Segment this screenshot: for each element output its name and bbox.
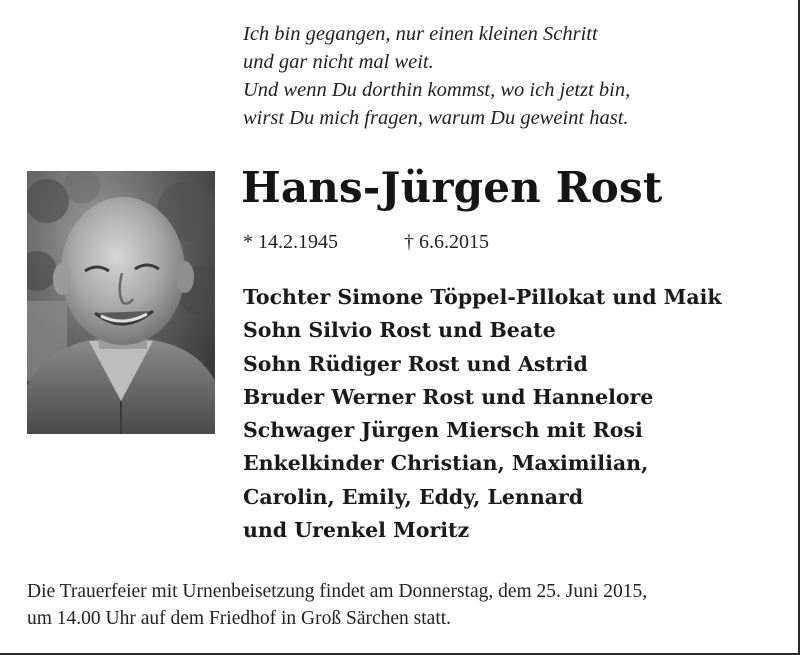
mourners-list <box>243 281 722 547</box>
mourner-line: Sohn Silvio Rost und Beate <box>243 318 556 343</box>
life-dates <box>243 229 489 255</box>
deceased-name: Hans-Jürgen Rost <box>241 163 663 212</box>
mourner-line: Schwager Jürgen Miersch mit Rosi <box>243 418 643 443</box>
birth-date: * 14.2.1945 <box>243 231 338 253</box>
memorial-poem <box>243 20 783 132</box>
notice-line: Die Trauerfeier mit Urnenbeisetzung findet am Donnerstag, dem 25. Juni 2015, <box>27 581 648 602</box>
mourner-line: Carolin, Emily, Eddy, Lennard <box>243 484 584 509</box>
mourner-line: Enkelkinder Christian, Maximilian, <box>243 451 649 476</box>
portrait-photo <box>27 171 215 434</box>
poem-line: wirst Du mich fragen, warum Du geweint hast. <box>243 107 629 129</box>
death-date: † 6.6.2015 <box>404 231 489 253</box>
notice-line: um 14.00 Uhr auf dem Friedhof in Groß Särchen statt. <box>27 608 452 629</box>
poem-line: Ich bin gegangen, nur einen kleinen Schritt <box>243 23 598 45</box>
mourner-line: Sohn Rüdiger Rost und Astrid <box>243 351 588 376</box>
mourner-line: Bruder Werner Rost und Hannelore <box>243 384 654 409</box>
poem-line: und gar nicht mal weit. <box>243 51 434 73</box>
mourner-line: und Urenkel Moritz <box>243 518 470 543</box>
mourner-line: Tochter Simone Töppel-Pillokat und Maik <box>243 285 722 309</box>
poem-line: Und wenn Du dorthin kommst, wo ich jetzt bin, <box>243 79 631 101</box>
funeral-notice <box>27 578 787 632</box>
